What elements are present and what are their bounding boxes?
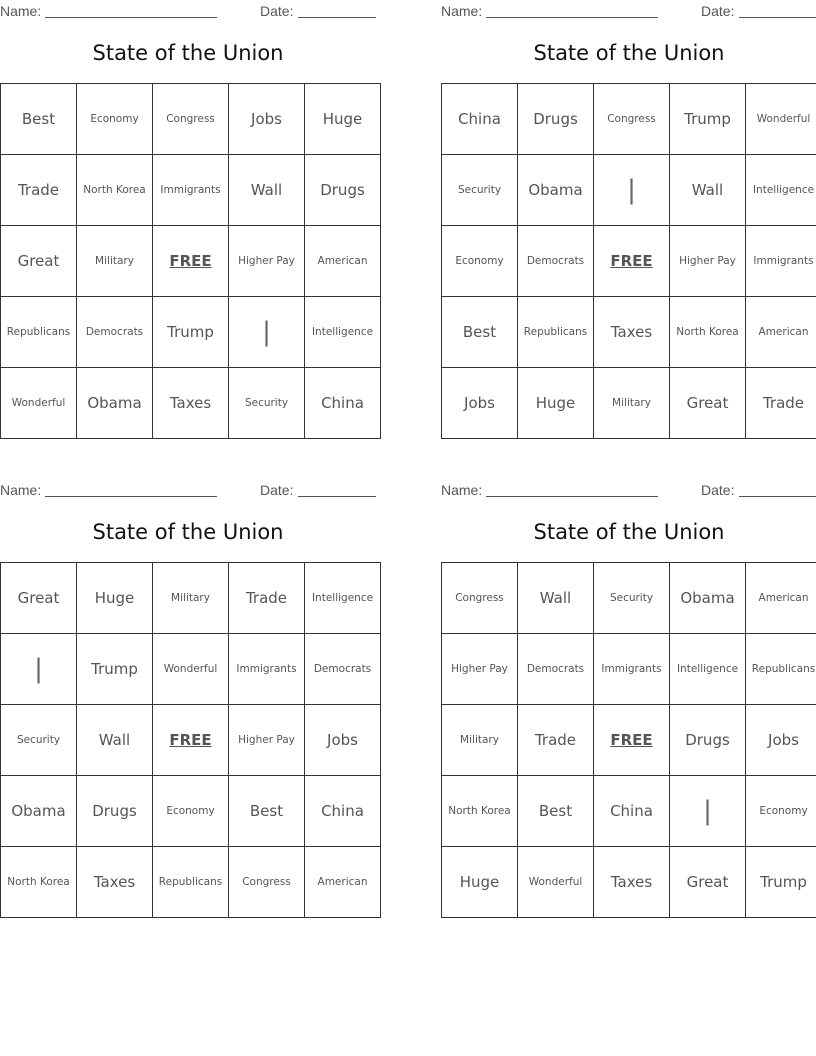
free-space-cell[interactable]: FREE bbox=[153, 705, 229, 776]
bingo-cell[interactable]: China bbox=[305, 368, 381, 439]
bingo-cell[interactable]: Wall bbox=[77, 705, 153, 776]
bingo-cell[interactable]: Republicans bbox=[153, 847, 229, 918]
bingo-cell[interactable]: Best bbox=[518, 776, 594, 847]
bingo-grid bbox=[0, 562, 381, 918]
grid-row bbox=[1, 226, 381, 297]
bingo-card-1 bbox=[0, 0, 376, 440]
free-space-cell[interactable]: FREE bbox=[153, 226, 229, 297]
bingo-cell[interactable]: Trump bbox=[746, 847, 816, 918]
grid-row bbox=[442, 226, 816, 297]
bingo-cell[interactable]: Drugs bbox=[305, 155, 381, 226]
bingo-cell[interactable]: Obama bbox=[670, 563, 746, 634]
bingo-cell[interactable]: Higher Pay bbox=[229, 705, 305, 776]
card-title: State of the Union bbox=[533, 520, 725, 544]
grid-row bbox=[1, 705, 381, 776]
grid-row bbox=[1, 368, 381, 439]
bingo-cell[interactable]: Democrats bbox=[305, 634, 381, 705]
bingo-cell[interactable]: Great bbox=[1, 226, 77, 297]
bingo-cell[interactable]: Intelligence bbox=[305, 563, 381, 634]
bingo-cell[interactable]: Higher Pay bbox=[670, 226, 746, 297]
date-label: Date: bbox=[701, 482, 735, 498]
bingo-cell[interactable]: China bbox=[442, 84, 518, 155]
date-field[interactable] bbox=[739, 496, 816, 497]
name-field[interactable] bbox=[486, 17, 658, 18]
grid-row bbox=[1, 297, 381, 368]
bingo-cell[interactable]: Wonderful bbox=[1, 368, 77, 439]
bingo-cell[interactable]: Higher Pay bbox=[229, 226, 305, 297]
name-label: Name: bbox=[0, 482, 42, 498]
bingo-grid bbox=[441, 83, 816, 439]
grid-row bbox=[442, 368, 816, 439]
bingo-cell[interactable]: Drugs bbox=[670, 705, 746, 776]
bingo-cell[interactable]: Wall bbox=[670, 155, 746, 226]
date-label: Date: bbox=[701, 3, 735, 19]
bingo-cell[interactable]: Trade bbox=[229, 563, 305, 634]
card-title: State of the Union bbox=[92, 41, 284, 65]
bingo-cell[interactable]: Economy bbox=[442, 226, 518, 297]
bingo-cell[interactable]: Great bbox=[670, 847, 746, 918]
grid-row bbox=[1, 847, 381, 918]
bingo-cell[interactable]: | bbox=[229, 297, 305, 368]
bingo-cell[interactable]: Best bbox=[1, 84, 77, 155]
grid-row bbox=[1, 634, 381, 705]
grid-row bbox=[442, 155, 816, 226]
bingo-cell[interactable]: | bbox=[594, 155, 670, 226]
bingo-cell[interactable]: Huge bbox=[518, 368, 594, 439]
bingo-cell[interactable]: China bbox=[305, 776, 381, 847]
bingo-cell[interactable]: Trump bbox=[153, 297, 229, 368]
name-label: Name: bbox=[441, 482, 483, 498]
name-date-header bbox=[441, 0, 816, 20]
name-field[interactable] bbox=[45, 17, 217, 18]
bingo-card-2 bbox=[441, 0, 816, 440]
date-field[interactable] bbox=[298, 496, 376, 497]
bingo-cell[interactable]: Security bbox=[1, 705, 77, 776]
bingo-cell[interactable]: Obama bbox=[77, 368, 153, 439]
bingo-cell[interactable]: Jobs bbox=[229, 84, 305, 155]
name-date-header bbox=[441, 479, 816, 499]
bingo-cell[interactable]: Congress bbox=[442, 563, 518, 634]
bingo-cell[interactable]: Wonderful bbox=[153, 634, 229, 705]
grid-row bbox=[1, 84, 381, 155]
bingo-cell[interactable]: Economy bbox=[153, 776, 229, 847]
bingo-cell[interactable]: American bbox=[746, 563, 816, 634]
bingo-cell[interactable]: Security bbox=[229, 368, 305, 439]
bingo-cell[interactable]: Republicans bbox=[518, 297, 594, 368]
bingo-cell[interactable]: Republicans bbox=[746, 634, 816, 705]
grid-row bbox=[1, 155, 381, 226]
bingo-cell[interactable]: Taxes bbox=[594, 297, 670, 368]
bingo-cell[interactable]: Huge bbox=[77, 563, 153, 634]
bingo-cell[interactable]: Wonderful bbox=[746, 84, 816, 155]
grid-row bbox=[442, 634, 816, 705]
bingo-cell[interactable]: Republicans bbox=[1, 297, 77, 368]
bingo-cell[interactable]: Huge bbox=[305, 84, 381, 155]
grid-row bbox=[442, 776, 816, 847]
bingo-cell[interactable]: North Korea bbox=[77, 155, 153, 226]
name-date-header bbox=[0, 479, 376, 499]
bingo-cell[interactable]: Military bbox=[442, 705, 518, 776]
bingo-cell[interactable]: Wall bbox=[518, 563, 594, 634]
bingo-cell[interactable]: Taxes bbox=[153, 368, 229, 439]
date-field[interactable] bbox=[739, 17, 816, 18]
grid-row bbox=[442, 563, 816, 634]
bingo-cell[interactable]: Congress bbox=[594, 84, 670, 155]
bingo-cell[interactable]: Intelligence bbox=[746, 155, 816, 226]
bingo-cell[interactable]: Trade bbox=[746, 368, 816, 439]
bingo-cell[interactable]: Democrats bbox=[518, 634, 594, 705]
bingo-cell[interactable]: American bbox=[305, 226, 381, 297]
bingo-cell[interactable]: Economy bbox=[746, 776, 816, 847]
card-title: State of the Union bbox=[533, 41, 725, 65]
bingo-cell[interactable]: Drugs bbox=[518, 84, 594, 155]
free-space-cell[interactable]: FREE bbox=[594, 226, 670, 297]
bingo-cell[interactable]: Security bbox=[594, 563, 670, 634]
grid-row bbox=[442, 705, 816, 776]
grid-row bbox=[442, 297, 816, 368]
bingo-cell[interactable]: Great bbox=[670, 368, 746, 439]
free-space-cell[interactable]: FREE bbox=[594, 705, 670, 776]
bingo-cell[interactable]: Jobs bbox=[305, 705, 381, 776]
date-label: Date: bbox=[260, 3, 294, 19]
bingo-cell[interactable]: Huge bbox=[442, 847, 518, 918]
bingo-cell[interactable]: American bbox=[746, 297, 816, 368]
bingo-cell[interactable]: Trump bbox=[77, 634, 153, 705]
date-field[interactable] bbox=[298, 17, 376, 18]
bingo-cell[interactable]: Drugs bbox=[77, 776, 153, 847]
name-label: Name: bbox=[0, 3, 42, 19]
bingo-card-4 bbox=[441, 479, 816, 919]
bingo-cell[interactable]: Trump bbox=[670, 84, 746, 155]
bingo-cell[interactable]: | bbox=[1, 634, 77, 705]
bingo-cell[interactable]: China bbox=[594, 776, 670, 847]
bingo-cell[interactable]: Obama bbox=[518, 155, 594, 226]
grid-row bbox=[442, 84, 816, 155]
bingo-cell[interactable]: Military bbox=[153, 563, 229, 634]
bingo-cell[interactable]: Immigrants bbox=[229, 634, 305, 705]
bingo-cell[interactable]: | bbox=[670, 776, 746, 847]
bingo-cell[interactable]: Wall bbox=[229, 155, 305, 226]
bingo-cell[interactable]: Trade bbox=[518, 705, 594, 776]
bingo-grid bbox=[441, 562, 816, 918]
bingo-cell[interactable]: Congress bbox=[229, 847, 305, 918]
bingo-cell[interactable]: Wonderful bbox=[518, 847, 594, 918]
bingo-cell[interactable]: Jobs bbox=[442, 368, 518, 439]
bingo-cell[interactable]: Intelligence bbox=[305, 297, 381, 368]
bingo-cell[interactable]: Obama bbox=[1, 776, 77, 847]
bingo-cell[interactable]: Taxes bbox=[594, 847, 670, 918]
bingo-cell[interactable]: Economy bbox=[77, 84, 153, 155]
bingo-cell[interactable]: Democrats bbox=[518, 226, 594, 297]
bingo-cell[interactable]: Democrats bbox=[77, 297, 153, 368]
bingo-cell[interactable]: Intelligence bbox=[670, 634, 746, 705]
name-field[interactable] bbox=[45, 496, 217, 497]
bingo-cell[interactable]: American bbox=[305, 847, 381, 918]
name-label: Name: bbox=[441, 3, 483, 19]
bingo-cell[interactable]: Taxes bbox=[77, 847, 153, 918]
card-title: State of the Union bbox=[92, 520, 284, 544]
bingo-cell[interactable]: Immigrants bbox=[153, 155, 229, 226]
bingo-cell[interactable]: Congress bbox=[153, 84, 229, 155]
grid-row bbox=[442, 847, 816, 918]
bingo-cell[interactable]: North Korea bbox=[442, 776, 518, 847]
bingo-cell[interactable]: Military bbox=[594, 368, 670, 439]
bingo-cell[interactable]: Higher Pay bbox=[442, 634, 518, 705]
bingo-cell[interactable]: Best bbox=[442, 297, 518, 368]
bingo-cell[interactable]: Jobs bbox=[746, 705, 816, 776]
grid-row bbox=[1, 776, 381, 847]
bingo-cell[interactable]: Immigrants bbox=[594, 634, 670, 705]
bingo-card-3 bbox=[0, 479, 376, 919]
bingo-cell[interactable]: Trade bbox=[1, 155, 77, 226]
bingo-cell[interactable]: North Korea bbox=[1, 847, 77, 918]
bingo-cell[interactable]: Great bbox=[1, 563, 77, 634]
bingo-cell[interactable]: North Korea bbox=[670, 297, 746, 368]
bingo-cell[interactable]: Best bbox=[229, 776, 305, 847]
name-date-header bbox=[0, 0, 376, 20]
bingo-cell[interactable]: Military bbox=[77, 226, 153, 297]
date-label: Date: bbox=[260, 482, 294, 498]
bingo-cell[interactable]: Security bbox=[442, 155, 518, 226]
bingo-cell[interactable]: Immigrants bbox=[746, 226, 816, 297]
bingo-grid bbox=[0, 83, 381, 439]
name-field[interactable] bbox=[486, 496, 658, 497]
grid-row bbox=[1, 563, 381, 634]
